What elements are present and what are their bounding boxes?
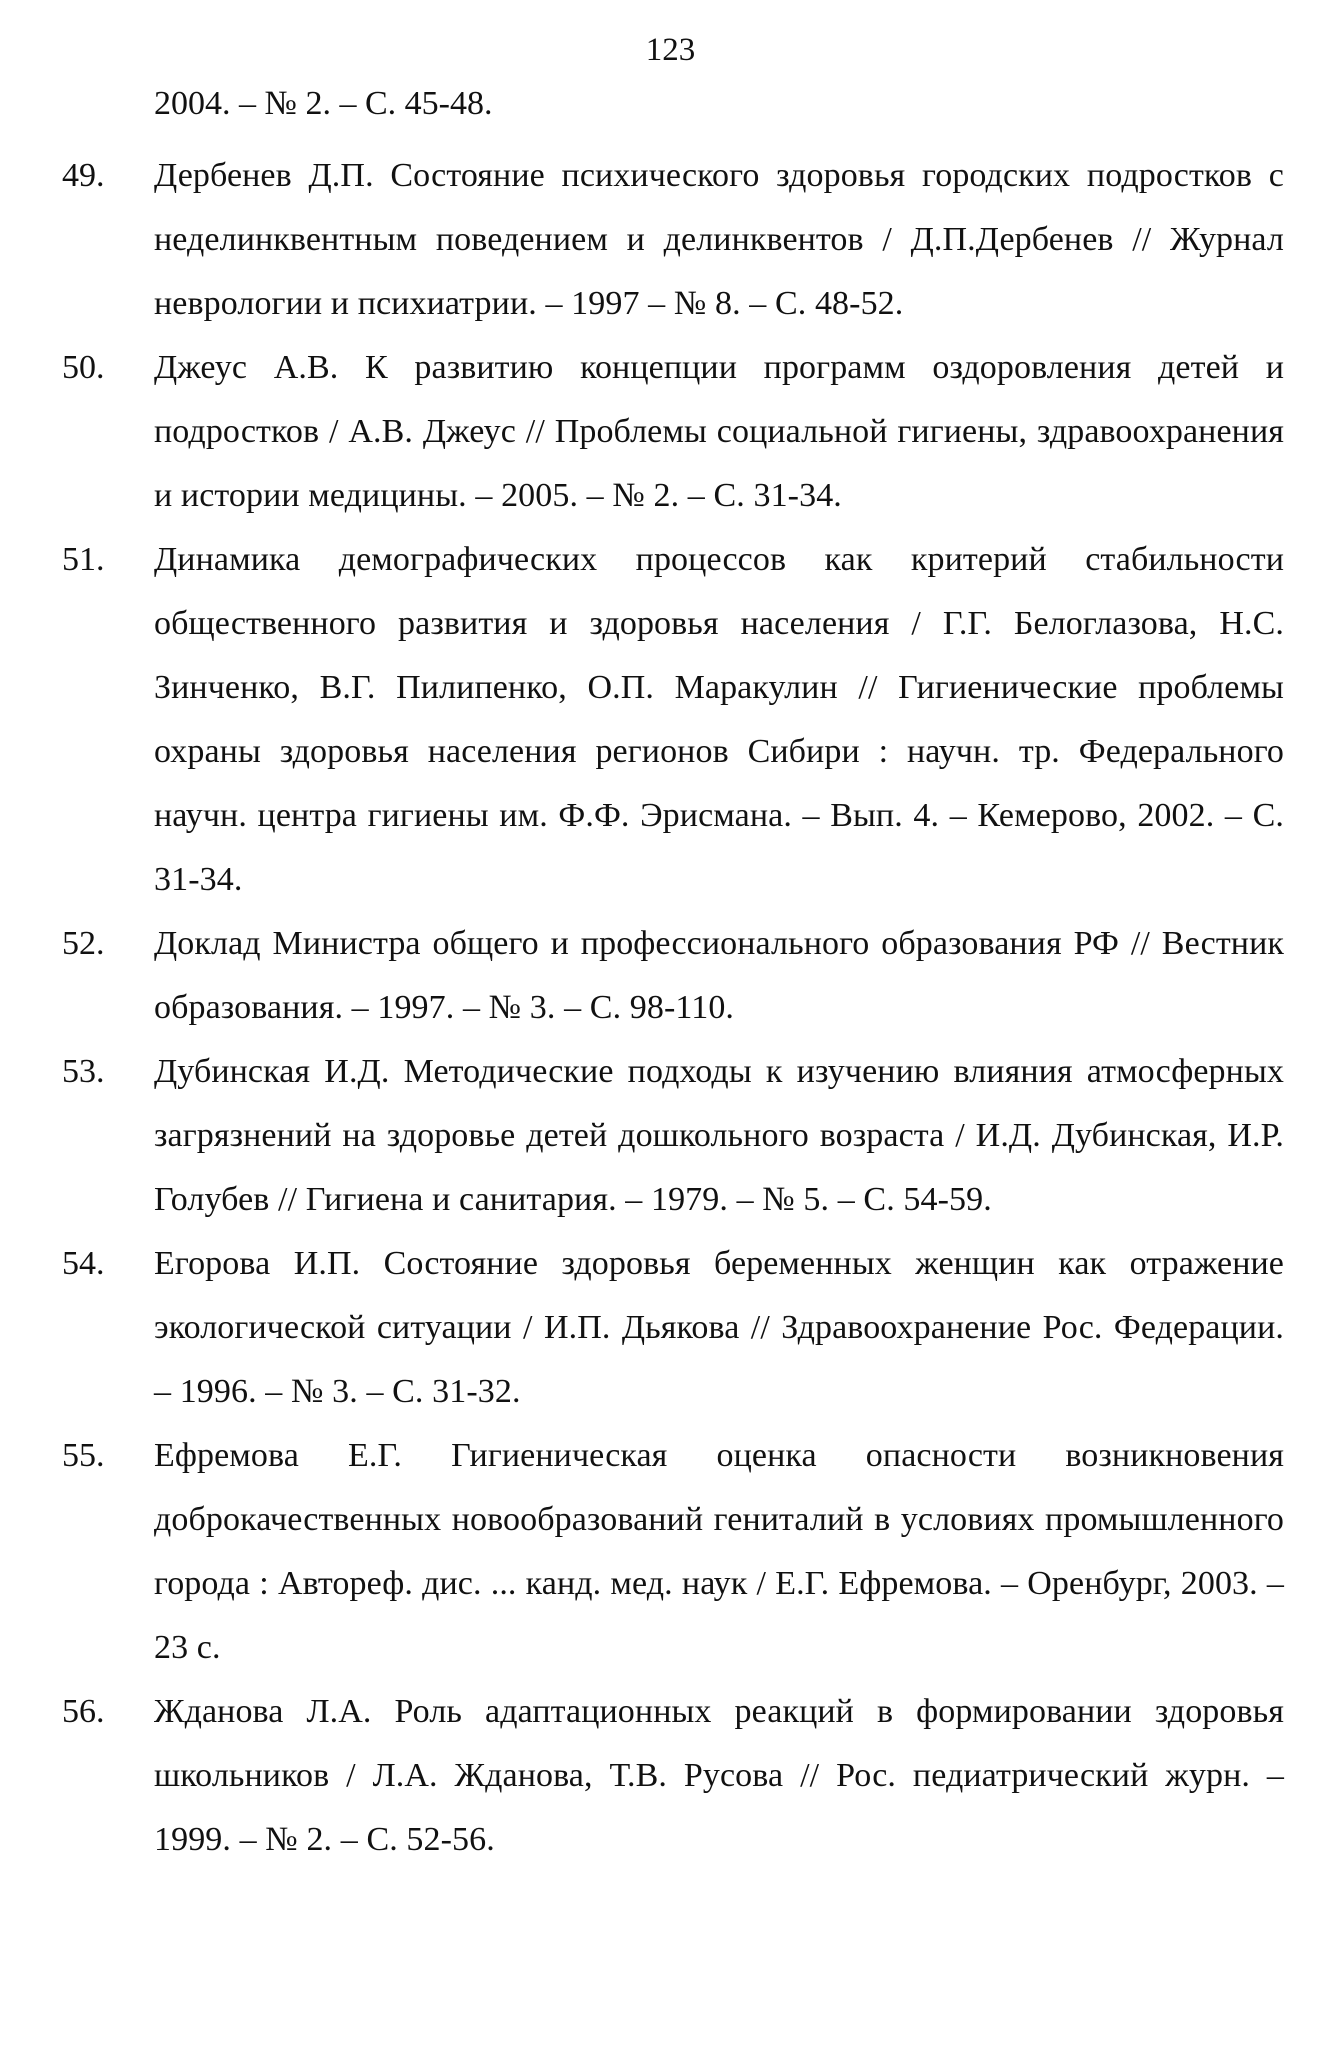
reference-item xyxy=(0,1680,1341,1872)
reference-item xyxy=(0,528,1341,912)
reference-item xyxy=(0,144,1341,336)
reference-text: Жданова Л.А. Роль адаптационных реакций в формировании здоровья школьников / Л.А. Жданова, Т.В. Русова // Рос. педиатрический журн. – 1999. – № 2. – С. 52-56. xyxy=(154,1693,1284,1858)
reference-number: 50. xyxy=(62,349,105,386)
reference-number: 55. xyxy=(62,1437,105,1474)
reference-text: Доклад Министра общего и профессионального образования РФ // Вестник образования. – 1997. – № 3. – С. 98-110. xyxy=(154,925,1284,1026)
reference-text: Егорова И.П. Состояние здоровья беременных женщин как отражение экологической ситуации / И.П. Дьякова // Здравоохранение Рос. Федерации. – 1996. – № 3. – С. 31-32. xyxy=(154,1245,1284,1410)
reference-continuation: 2004. – № 2. – С. 45-48. xyxy=(154,85,493,122)
reference-text: Дубинская И.Д. Методические подходы к изучению влияния атмосферных загрязнений на здоровье детей дошкольного возраста / И.Д. Дубинская, И.Р. Голубев // Гигиена и санитария. – 1979. – № 5. – С. 54-59. xyxy=(154,1053,1284,1218)
reference-item xyxy=(0,1424,1341,1680)
reference-item xyxy=(0,1040,1341,1232)
reference-number: 53. xyxy=(62,1053,105,1090)
reference-item xyxy=(0,912,1341,1040)
reference-text: Дербенев Д.П. Состояние психического здоровья городских подростков с неделинквентным поведением и делинквентов / Д.П.Дербенев // Журнал неврологии и психиатрии. – 1997 – № 8. – С. 48-52. xyxy=(154,157,1284,322)
reference-item xyxy=(0,336,1341,528)
reference-number: 51. xyxy=(62,541,105,578)
page-number: 123 xyxy=(645,32,696,68)
reference-text: Динамика демографических процессов как критерий стабильности общественного развития и здоровья населения / Г.Г. Белоглазова, Н.С. Зинченко, В.Г. Пилипенко, О.П. Маракулин // Гигиенические проблемы охраны здоровья населения регионов Сибири : научн. тр. Федерального научн. центра гигиены им. Ф.Ф. Эрисмана. – Вып. 4. – Кемерово, 2002. – С. 31-34. xyxy=(154,541,1284,898)
reference-number: 54. xyxy=(62,1245,105,1282)
reference-text: Ефремова Е.Г. Гигиеническая оценка опасности возникновения доброкачественных новообразований гениталий в условиях промышленного города : Автореф. дис. ... канд. мед. наук / Е.Г. Ефремова. – Оренбург, 2003. – 23 с. xyxy=(154,1437,1284,1666)
reference-item xyxy=(0,1232,1341,1424)
reference-number: 56. xyxy=(62,1693,105,1730)
reference-number: 49. xyxy=(62,157,105,194)
reference-list xyxy=(0,144,1341,1872)
reference-text: Джеус А.В. К развитию концепции программ оздоровления детей и подростков / А.В. Джеус // Проблемы социальной гигиены, здравоохранения и истории медицины. – 2005. – № 2. – С. 31-34. xyxy=(154,349,1284,514)
reference-number: 52. xyxy=(62,925,105,962)
